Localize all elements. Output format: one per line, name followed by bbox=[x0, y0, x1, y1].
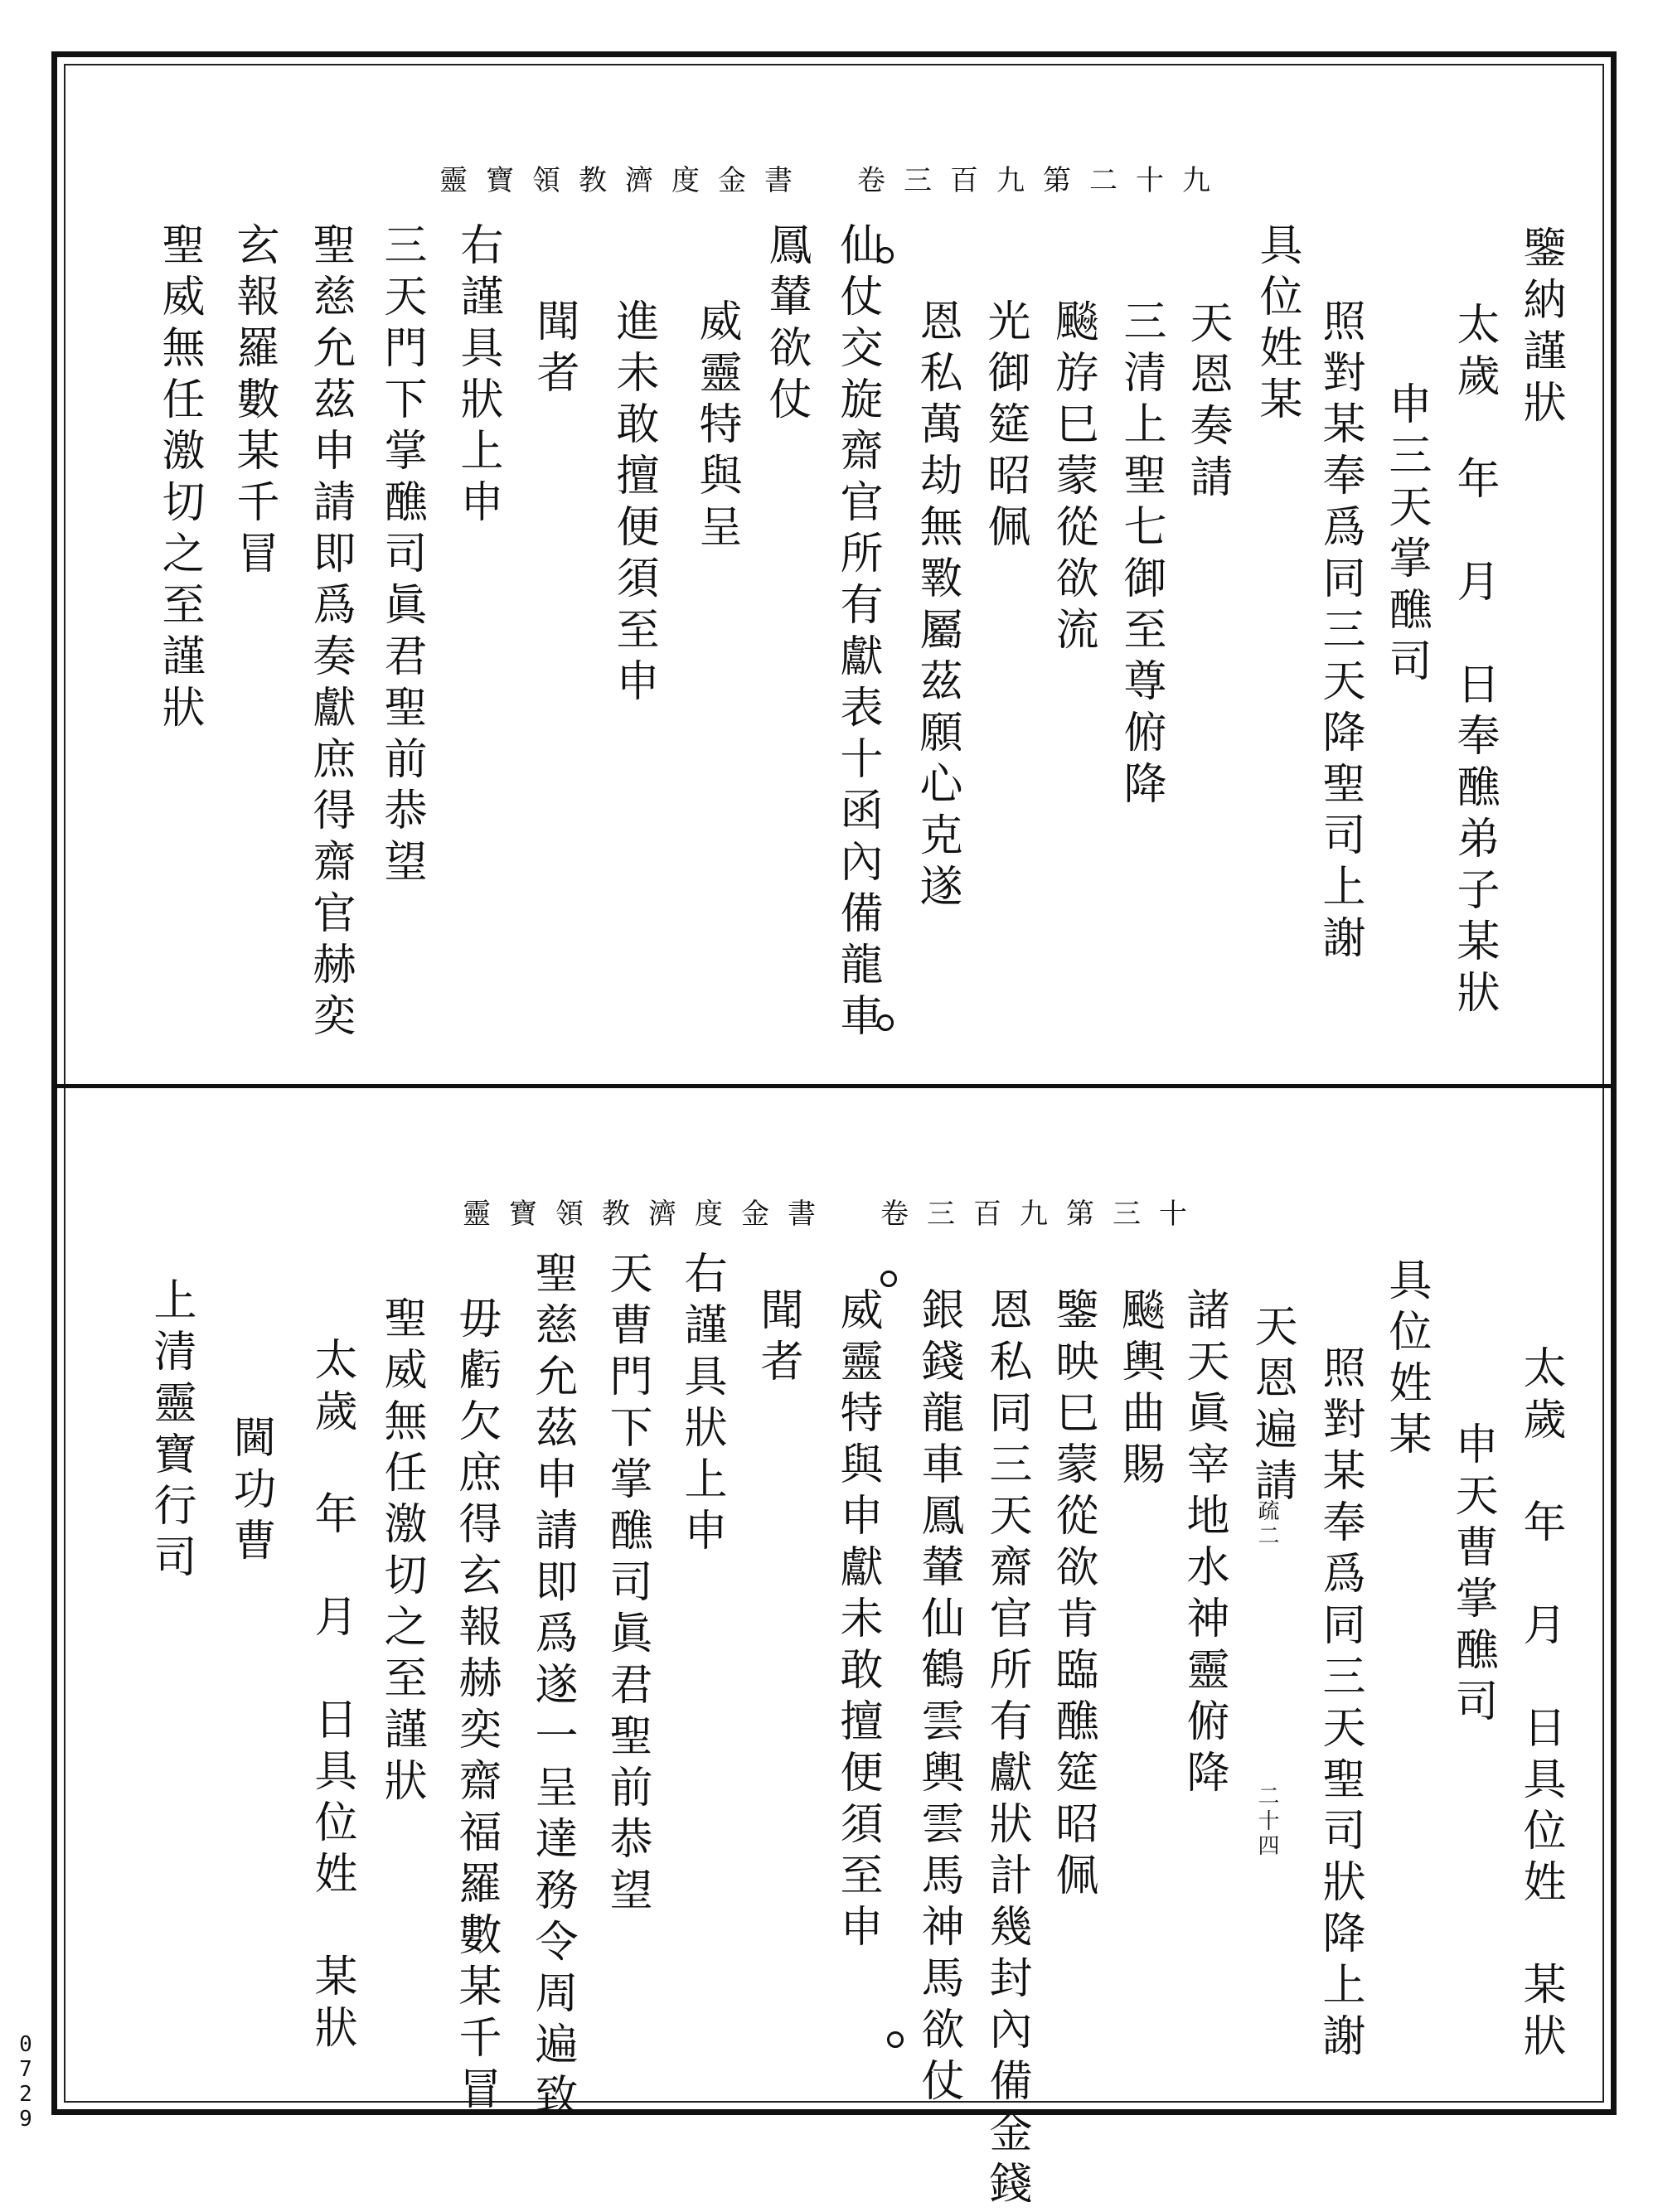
top-col-17: 三天門下掌醮司眞君聖前恭望 bbox=[376, 222, 426, 890]
bottom-circle-2 bbox=[887, 2031, 904, 2048]
bottom-col-20: 上清靈寶行司 bbox=[146, 1277, 196, 1585]
bottom-folio: 二十四 bbox=[1254, 1784, 1279, 1859]
bottom-col-6: 諸天眞宰地水神靈俯降 bbox=[1179, 1287, 1229, 1801]
bottom-side-note: 疏二 bbox=[1254, 1499, 1279, 1549]
bottom-col-9: 恩私同三天齋官所有獻狀計幾封內備金錢 bbox=[982, 1287, 1031, 2212]
bottom-col-16: 毋虧欠庶得玄報赫奕齋福羅數某千冒 bbox=[451, 1295, 501, 2118]
top-col-8: 飈斿巳蒙從欲流 bbox=[1048, 298, 1098, 658]
page-number: 0729 bbox=[13, 2032, 38, 2132]
top-col-5: 具位姓某 bbox=[1252, 222, 1302, 428]
top-panel bbox=[51, 51, 1617, 1084]
bottom-col-11: 威靈特與申獻未敢擅便須至申 bbox=[832, 1287, 882, 1955]
top-header: 靈寶領教濟度金書 卷三百九第二十九 bbox=[439, 164, 1229, 197]
top-circle-2 bbox=[877, 1014, 894, 1031]
top-col-9: 光御筵昭佩 bbox=[980, 298, 1030, 555]
top-circle-1 bbox=[877, 247, 894, 264]
top-col-18: 聖慈允茲申請即爲奏獻庶得齋官赫奕 bbox=[305, 222, 355, 1044]
bottom-col-12: 聞者 bbox=[753, 1287, 802, 1390]
bottom-col-5: 天恩遍請 bbox=[1247, 1304, 1297, 1509]
bottom-col-8: 鑒映巳蒙從欲肯臨醮筵昭佩 bbox=[1048, 1287, 1098, 1904]
bottom-col-4: 照對某奉爲同三天聖司狀降上謝 bbox=[1315, 1345, 1365, 2064]
top-col-4: 照對某奉爲同三天降聖司上謝 bbox=[1315, 298, 1365, 966]
top-col-14: 進未敢擅便須至申 bbox=[608, 298, 658, 709]
top-col-6: 天恩奏請 bbox=[1182, 300, 1232, 506]
top-col-13: 威靈特與呈 bbox=[691, 298, 741, 555]
bottom-col-7: 飈輿曲賜 bbox=[1114, 1287, 1164, 1493]
bottom-circle-1 bbox=[880, 1271, 897, 1287]
bottom-col-13: 右謹具狀上申 bbox=[676, 1251, 726, 1559]
bottom-header: 靈寶領教濟度金書 卷三百九第三十 bbox=[463, 1198, 1205, 1231]
top-col-2: 太歲 年 月 日奉醮弟子某狀 bbox=[1449, 302, 1499, 1021]
top-col-11: 仙仗交旋齋官所有獻表十函內備龍車 bbox=[832, 222, 882, 1044]
bottom-col-17: 聖威無任激切之至謹狀 bbox=[376, 1295, 426, 1809]
top-col-10: 恩私萬劫無斁屬茲願心克遂 bbox=[912, 298, 962, 915]
top-col-3: 申三天掌醮司 bbox=[1381, 381, 1431, 690]
bottom-panel bbox=[51, 1088, 1617, 2212]
top-col-16: 右謹具狀上申 bbox=[453, 222, 502, 530]
top-col-1: 鑒納謹狀 bbox=[1515, 225, 1565, 431]
bottom-col-1: 太歲 年 月 日具位姓 某狀 bbox=[1515, 1345, 1565, 2064]
bottom-col-18: 太歲 年 月 日具位姓 某狀 bbox=[307, 1337, 356, 2056]
top-col-15: 聞者 bbox=[529, 298, 579, 401]
bottom-col-19: 閫功曹 bbox=[225, 1415, 275, 1569]
top-col-7: 三清上聖七御至尊俯降 bbox=[1116, 298, 1166, 812]
bottom-col-10: 銀錢龍車鳳輦仙鶴雲輿雲馬神馬欲仗 bbox=[914, 1287, 963, 2109]
bottom-col-2: 申天曹掌醮司 bbox=[1447, 1421, 1497, 1730]
top-col-19: 玄報羅數某千冒 bbox=[229, 222, 279, 582]
bottom-col-14: 天曹門下掌醮司眞君聖前恭望 bbox=[602, 1251, 652, 1919]
top-col-20: 聖威無任激切之至謹狀 bbox=[154, 222, 204, 736]
bottom-col-15: 聖慈允茲申請即爲遂一呈達務令周遍致 bbox=[527, 1251, 577, 2124]
bottom-col-3: 具位姓某 bbox=[1381, 1257, 1431, 1463]
top-col-12: 鳳輦欲仗 bbox=[761, 222, 811, 428]
